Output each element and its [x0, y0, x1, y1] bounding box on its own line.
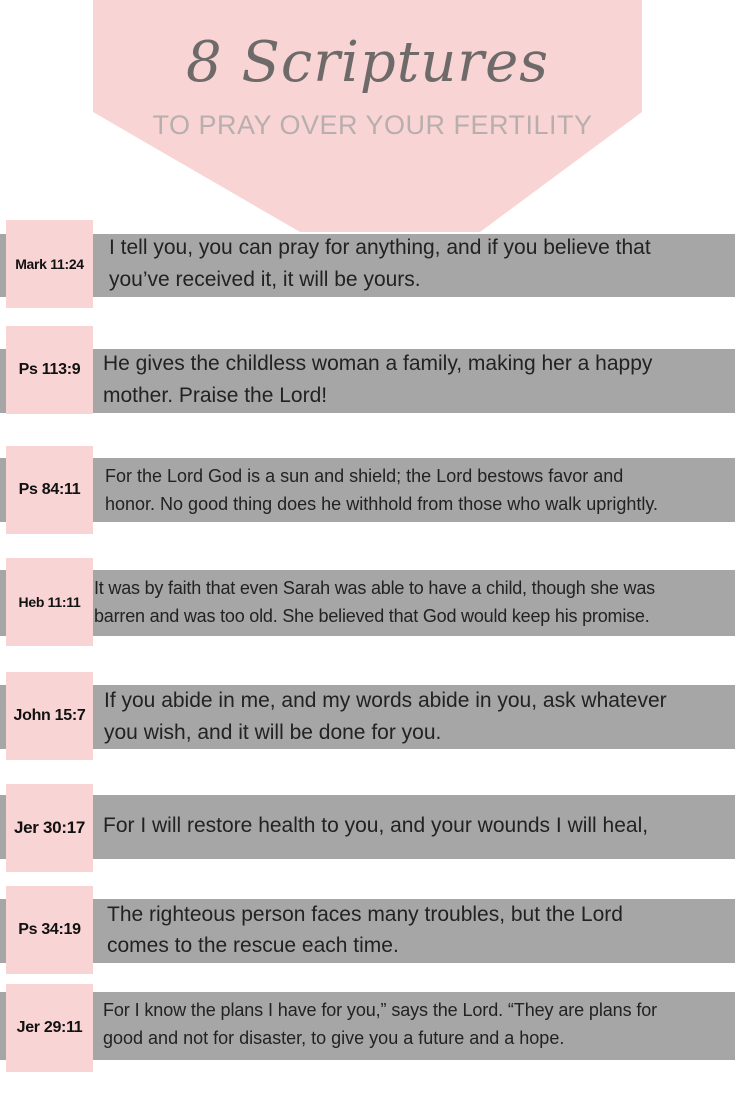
- scripture-reference: Mark 11:24: [6, 220, 93, 308]
- scripture-entry: [0, 558, 735, 646]
- scripture-entry: [0, 672, 735, 760]
- scripture-entry: [0, 984, 735, 1072]
- scripture-entry: [0, 886, 735, 974]
- verse-line: The righteous person faces many troubles, but the Lord: [107, 903, 623, 926]
- scripture-entry: [0, 446, 735, 534]
- verse-line: I tell you, you can pray for anything, and if you believe that: [109, 236, 651, 259]
- verse-line: If you abide in me, and my words abide in you, ask whatever: [104, 689, 667, 712]
- scripture-reference: Jer 30:17: [6, 784, 93, 872]
- scripture-reference: John 15:7: [6, 672, 93, 760]
- verse-line: comes to the rescue each time.: [107, 934, 399, 957]
- scripture-entry: [0, 326, 735, 414]
- verse-line: It was by faith that even Sarah was able to have a child, though she was: [94, 578, 655, 598]
- scripture-reference: Ps 34:19: [6, 886, 93, 974]
- scripture-reference: Jer 29:11: [6, 984, 93, 1072]
- verse-line: you’ve received it, it will be yours.: [109, 268, 421, 291]
- verse-line: He gives the childless woman a family, making her a happy: [103, 352, 653, 375]
- verse-line: you wish, and it will be done for you.: [104, 721, 442, 744]
- page-subtitle: TO PRAY OVER YOUR FERTILITY: [152, 110, 593, 140]
- verse-line: barren and was too old. She believed that God would keep his promise.: [94, 606, 650, 626]
- scripture-entry: [0, 220, 735, 308]
- scripture-reference: Ps 84:11: [6, 446, 93, 534]
- page-title: 8 Scriptures: [186, 30, 549, 95]
- scripture-reference: Heb 11:11: [6, 558, 93, 646]
- verse-line: For I will restore health to you, and your wounds I will heal,: [103, 814, 649, 837]
- verse-line: For I know the plans I have for you,” says the Lord. “They are plans for: [103, 1000, 658, 1020]
- verse-line: good and not for disaster, to give you a future and a hope.: [103, 1028, 565, 1048]
- scripture-entry: [0, 784, 735, 872]
- scripture-reference: Ps 113:9: [6, 326, 93, 414]
- verse-line: honor. No good thing does he withhold from those who walk uprightly.: [105, 494, 658, 514]
- verse-line: For the Lord God is a sun and shield; the Lord bestows favor and: [105, 466, 624, 486]
- verse-line: mother. Praise the Lord!: [103, 384, 328, 407]
